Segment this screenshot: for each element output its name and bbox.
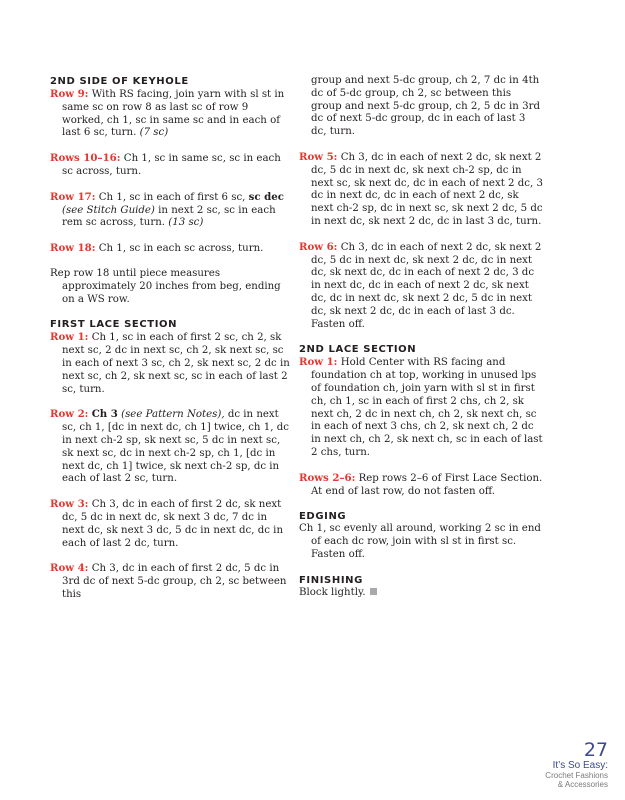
instruction-lace-row-4-continued: group and next 5-dc group, ch 2, 7 dc in 4th dc of 5-dc group, ch 2, sc between this group and next 5-dc group, ch 2, 5 dc in 3rd dc of next 5-dc group, dc in each of last 3 dc, turn.	[311, 75, 540, 138]
instruction-text: With RS facing, join yarn with sl st in same sc on row 8 as last sc of row 9 worked, ch 1, sc in same sc and in each of last 6 sc, turn.	[62, 89, 285, 139]
see-note: (see Pattern Notes),	[121, 409, 225, 421]
instruction-lace-row-4	[50, 562, 290, 601]
repeat-instruction: Rep row 18 until piece measures approximately 20 inches from beg, ending on a WS row.	[50, 267, 281, 305]
row-label: Row 5:	[299, 150, 338, 163]
row-label: Rows 2–6:	[299, 471, 356, 484]
heading-first-lace-section: FIRST LACE SECTION	[50, 319, 178, 331]
sc-dec-term: sc dec	[248, 190, 284, 203]
row-label: Row 18:	[50, 242, 96, 255]
instruction-lace-row-3	[50, 498, 290, 550]
row-label: Row 6:	[299, 240, 338, 253]
instruction-text: in next 2 sc, sc in each rem sc across, turn.	[62, 204, 276, 229]
instruction-lace-row-6	[299, 241, 544, 332]
end-square-icon	[370, 588, 377, 595]
instruction-lace-row-5	[299, 151, 544, 229]
ch3-term: Ch 3	[91, 408, 118, 421]
instruction-text: Ch 3, dc in each of next 2 dc, sk next 2 dc, 5 dc in next dc, sk next ch-2 sp, dc in next sc, sk next dc, dc in each of next 2 dc, 3 dc in next dc, dc in each of next 2 dc, sk next ch-2 sp, dc in next sc, sk next 2 dc, 5 dc in next dc, sk next 2 dc, dc in last 3 dc, turn.	[311, 151, 543, 227]
heading-edging: EDGING	[299, 511, 347, 523]
instruction-text: Ch 1, sc in each sc across, turn.	[98, 243, 264, 255]
instruction-row-9	[50, 88, 290, 140]
instruction-rows-10-16	[50, 152, 290, 179]
row-label: Row 1:	[299, 356, 338, 369]
brand-line-2: Crochet Fashions	[545, 771, 608, 780]
instruction-text: Ch 1, sc in each of first 2 sc, ch 2, sk next sc, 2 dc in next sc, ch 2, sk next sc, sc in each of next 3 sc, ch 2, sk next sc, 2 dc in next sc, ch 2, sk next sc, sc in each of last 2 sc, turn.	[62, 332, 290, 395]
row-label: Row 3:	[50, 498, 89, 511]
instruction-row-18	[50, 242, 290, 256]
row-label: Row 1:	[50, 331, 89, 344]
instruction-lace-row-1	[50, 331, 290, 396]
left-column	[50, 75, 290, 614]
instruction-text: Ch 3, dc in each of first 2 dc, sk next dc, 5 dc in next dc, sk next 3 dc, 7 dc in next dc, sk next 3 dc, 5 dc in next dc, dc in each of last 2 dc, turn.	[62, 499, 284, 549]
instruction-row-17	[50, 191, 290, 230]
heading-2nd-lace-section: 2ND LACE SECTION	[299, 344, 417, 356]
instruction-text: Ch 1, sc in same sc, sc in each sc across, turn.	[62, 153, 281, 177]
instruction-text: Ch 1, sc in each of first 6 sc,	[98, 191, 246, 203]
right-column	[299, 75, 544, 612]
instruction-text: Ch 3, dc in each of first 2 dc, 5 dc in 3rd dc of next 5-dc group, ch 2, sc between this	[62, 563, 287, 600]
heading-2nd-side-of-keyhole: 2ND SIDE OF KEYHOLE	[50, 76, 189, 87]
row-label: Row 9:	[50, 88, 89, 100]
instruction-2nd-lace-row-1	[299, 356, 544, 459]
instruction-text: dc in next sc, ch 1, [dc in next dc, ch 1] twice, ch 1, dc in next ch-2 sp, sk next sc, 5 dc in next sc, sk next sc, dc in next ch-2 sp, ch 1, [dc in next dc, ch 1] twice, sk next ch-2 sp, dc in each of last 2 sc, turn.	[62, 409, 289, 485]
instruction-text: Ch 3, dc in each of next 2 dc, sk next 2 dc, 5 dc in next dc, sk next 2 dc, dc in next dc, sk next dc, dc in each of next 2 dc, 3 dc in next dc, dc in each of next 2 dc, sk next dc, dc in next dc, sk next 2 dc, 5 dc in next dc, sk next 2 dc, dc in each of last 3 dc. Fasten off.	[311, 241, 542, 330]
row-label: Row 2:	[50, 408, 89, 421]
heading-finishing: FINISHING	[299, 574, 363, 586]
stitch-count: (7 sc)	[139, 127, 169, 139]
see-note: (see Stitch Guide)	[62, 204, 155, 216]
page-number: 27	[583, 739, 608, 761]
instruction-text: Hold Center with RS facing and foundation ch at top, working in unused lps of foundation ch, join yarn with sl st in first ch, ch 1, sc in each of first 2 chs, ch 2, sk next ch, 2 dc in next ch, ch 2, sk next ch, sc in each of next 3 chs, ch 2, sk next ch, 2 dc in next ch, ch 2, sk next ch, sc in each of last 2 chs, turn.	[311, 357, 543, 458]
instruction-lace-row-2	[50, 408, 290, 486]
brand-line-1: It’s So Easy:	[552, 760, 608, 771]
stitch-count: (13 sc)	[168, 217, 204, 229]
finishing-instruction	[299, 587, 544, 600]
instruction-text: Rep rows 2–6 of First Lace Section. At end of last row, do not fasten off.	[311, 472, 543, 497]
finishing-text: Block lightly.	[299, 586, 366, 598]
edging-instruction: Ch 1, sc evenly all around, working 2 sc in end of each dc row, join with sl st in first sc. Fasten off.	[299, 523, 541, 560]
row-label: Row 4:	[50, 562, 89, 575]
row-label: Row 17:	[50, 190, 96, 203]
brand-line-3: & Accessories	[557, 780, 608, 789]
row-label: Rows 10–16:	[50, 152, 121, 165]
instruction-rows-2-6	[299, 472, 544, 499]
page-footer	[545, 740, 608, 789]
